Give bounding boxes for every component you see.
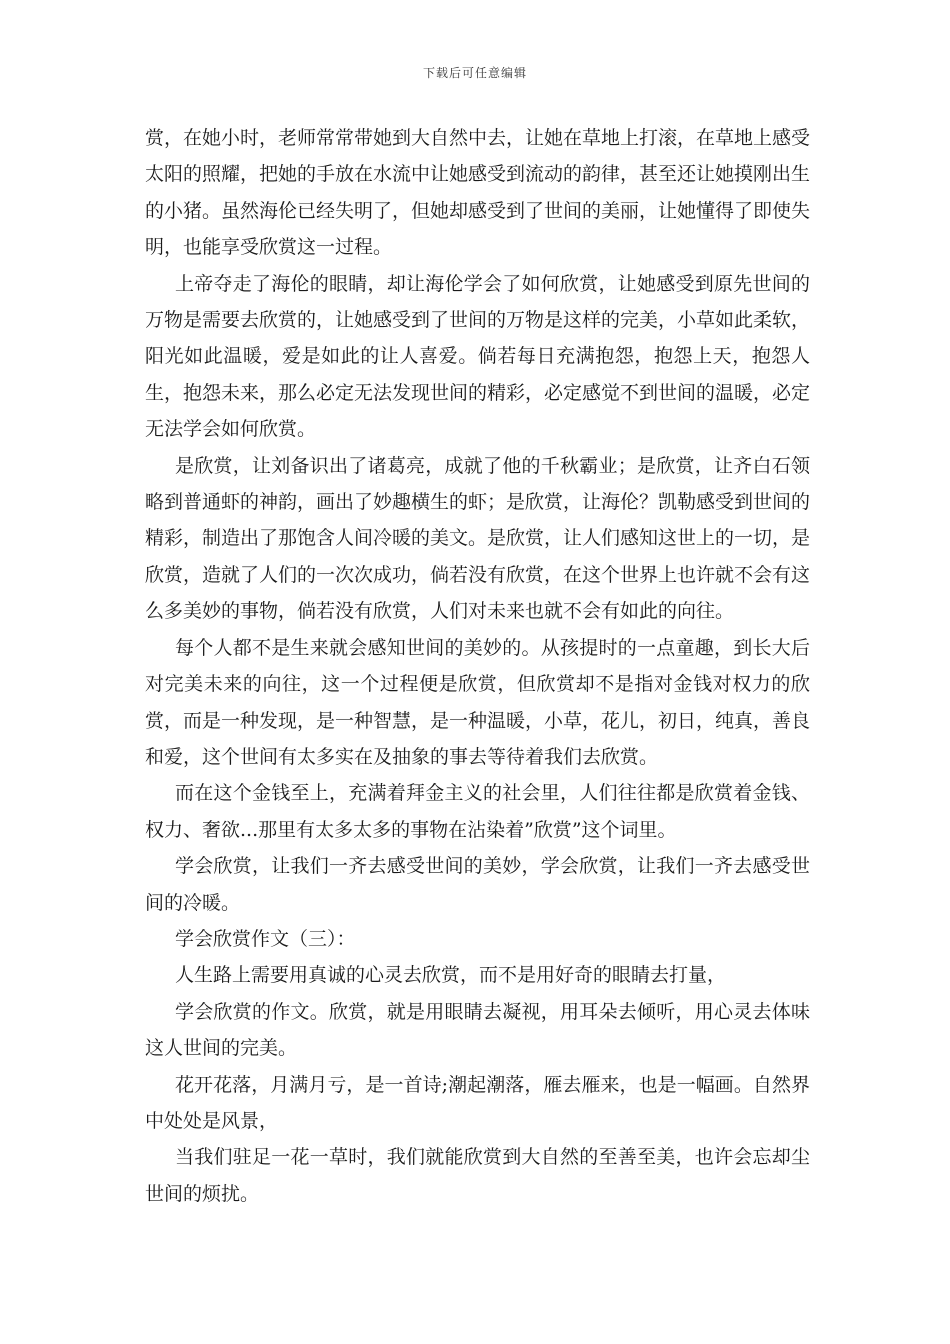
paragraph-4: 每个人都不是生来就会感知世间的美妙的。从孩提时的一点童趣，到长大后对完美未来的向往，这一个过程便是欣赏，但欣赏却不是指对金钱对权力的欣赏，而是一种发现，是一种智慧，是一种温暖，小草，花儿，初日，纯真，善良和爱，这个世间有太多实在及抽象的事去等待着我们去欣赏。	[145, 636, 811, 768]
paragraph-10: 当我们驻足一花一草时，我们就能欣赏到大自然的至善至美，也许会忘却尘世间的烦扰。	[145, 1146, 810, 1205]
document-body	[145, 120, 810, 1212]
paragraph-3: 是欣赏，让刘备识出了诸葛亮，成就了他的千秋霸业；是欣赏，让齐白石领略到普通虾的神韵，画出了妙趣横生的虾；是欣赏，让海伦？凯勒感受到世间的精彩，制造出了那饱含人间冷暖的美文。是欣赏，让人们感知这世上的一切，是欣赏，造就了人们的一次次成功，倘若没有欣赏，在这个世界上也许就不会有这么多美妙的事物，倘若没有欣赏，人们对未来也就不会有如此的向往。	[145, 454, 811, 623]
paragraph-6: 学会欣赏，让我们一齐去感受世间的美妙，学会欣赏，让我们一齐去感受世间的冷暖。	[145, 855, 810, 914]
paragraph-7: 人生路上需要用真诚的心灵去欣赏，而不是用好奇的眼睛去打量，	[175, 964, 727, 987]
paragraph-2: 上帝夺走了海伦的眼睛，却让海伦学会了如何欣赏，让她感受到原先世间的万物是需要去欣赏的，让她感受到了世间的万物是这样的完美，小草如此柔软，阳光如此温暖，爱是如此的让人喜爱。倘若每日充满抱怨，抱怨上天，抱怨人生，抱怨未来，那么必定无法发现世间的精彩，必定感觉不到世间的温暖，必定无法学会如何欣赏。	[145, 272, 811, 441]
paragraph-9: 花开花落，月满月亏，是一首诗;潮起潮落，雁去雁来，也是一幅画。自然界中处处是风景，	[145, 1073, 810, 1132]
paragraph-8: 学会欣赏的作文。欣赏，就是用眼睛去凝视，用耳朵去倾听，用心灵去体味这人世间的完美。	[145, 1000, 810, 1060]
page-header-note: 下载后可任意编辑	[422, 66, 527, 80]
paragraph-1: 赏，在她小时，老师常常带她到大自然中去，让她在草地上打滚，在草地上感受太阳的照耀，把她的手放在水流中让她感受到流动的韵律，甚至还让她摸刚出生的小猪。虽然海伦已经失明了，但她却感受到了世间的美丽，让她懂得了即使失明，也能享受欣赏这一过程。	[145, 127, 811, 259]
paragraph-5: 而在这个金钱至上，充满着拜金主义的社会里，人们往往都是欣赏着金钱、权力、奢欲...那里有太多太多的事物在沾染着”欣赏”这个词里。	[145, 782, 810, 841]
section-heading: 学会欣赏作文（三）：	[175, 927, 356, 950]
